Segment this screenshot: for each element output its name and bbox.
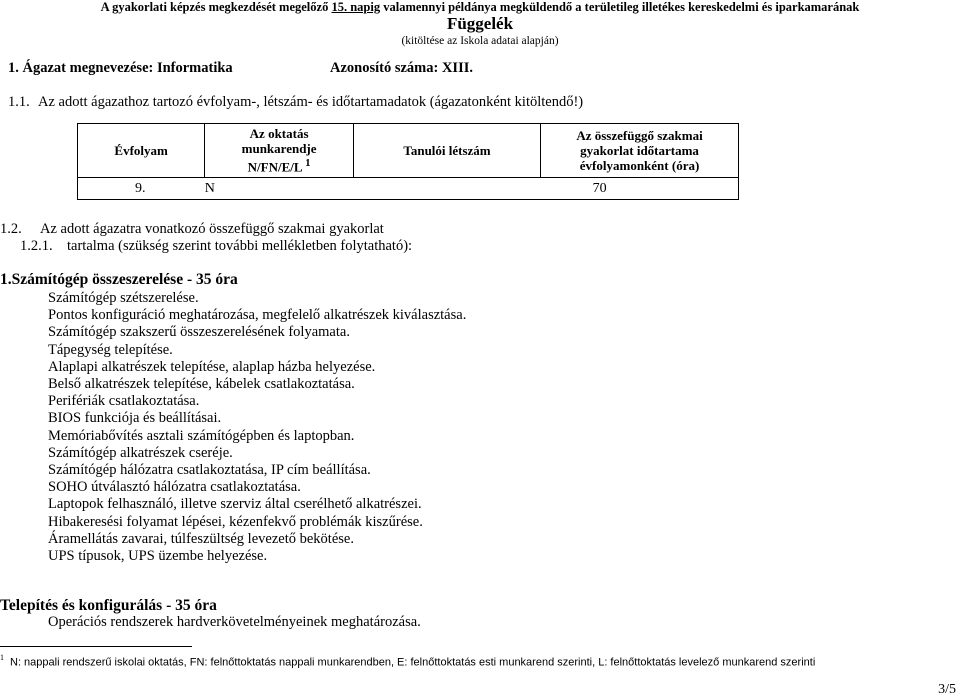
cell-ora: 70 <box>541 178 739 200</box>
item-1-2-text: Az adott ágazatra vonatkozó összefüggő szakmai gyakorlat <box>40 221 384 237</box>
grade-table <box>77 123 739 200</box>
page-subtitle: (kitöltése az Iskola adatai alapján) <box>401 35 559 47</box>
header-notice-post: valamennyi példánya megküldendő a területileg illetékes kereskedelmi és iparkamarának <box>380 0 860 14</box>
header-gyakorlat-line2: gyakorlat időtartama <box>580 143 699 158</box>
item-1-1-number: 1.1. <box>8 94 30 110</box>
item-1-2-1-text: tartalma (szükség szerint további mellékletben folytatható): <box>67 238 413 254</box>
item-1-2-1-number: 1.2.1. <box>20 238 53 254</box>
list-item: Pontos konfiguráció meghatározása, megfelelő alkatrészek kiválasztása. <box>48 307 467 324</box>
header-notice <box>0 0 960 15</box>
page-title: Függelék <box>446 14 514 33</box>
item-1-2-1 <box>20 238 413 255</box>
list-item: Perifériák csatlakoztatása. <box>48 393 200 410</box>
header-munkarend-line3: N/FN/E/L <box>247 159 302 175</box>
footnote-ref: 1 <box>305 157 311 170</box>
header-munkarend-line2: munkarendje <box>241 141 317 157</box>
item-1-1-text: Az adott ágazathoz tartozó évfolyam-, létszám- és időtartamadatok (ágazatonként kitöltendő!) <box>38 94 584 110</box>
topic-1-list <box>48 290 466 565</box>
list-item: Számítógép hálózatra csatlakoztatása, IP cím beállítása. <box>48 462 371 479</box>
footnote-text: N: nappali rendszerű iskolai oktatás, FN: felnőttoktatás nappali munkarendben, E: felnőttoktatás esti munkarend szerinti, L: felnőttoktatás levelező munkarend szerinti <box>10 656 816 669</box>
topic-2-title: Telepítés és konfigurálás - 35 óra <box>0 597 217 614</box>
cell-letszam <box>353 178 540 200</box>
header-letszam: Tanulói létszám <box>353 124 540 178</box>
list-item: BIOS funkciója és beállításai. <box>48 410 222 427</box>
sector-id: Azonosító száma: XIII. <box>330 60 473 76</box>
header-gyakorlat-line3: évfolyamonként (óra) <box>579 158 700 173</box>
cell-evfolyam: 9. <box>78 178 205 200</box>
header-notice-pre: A gyakorlati képzés megkezdését megelőző <box>100 0 332 14</box>
list-item: SOHO útválasztó hálózatra csatlakoztatása. <box>48 479 301 496</box>
list-item: Alaplapi alkatrészek telepítése, alaplap házba helyezése. <box>48 358 376 375</box>
list-item: Számítógép szétszerelése. <box>48 290 199 306</box>
header-munkarend-line1: Az oktatás <box>249 126 309 142</box>
list-item: Memóriabővítés asztali számítógépben és laptopban. <box>48 427 355 444</box>
list-item: Áramellátás zavarai, túlfeszültség levezető bekötése. <box>48 530 354 547</box>
header-gyakorlat-line1: Az összefüggő szakmai <box>576 128 703 143</box>
header-notice-deadline: 15. napig <box>331 0 381 14</box>
list-item: Tápegység telepítése. <box>48 341 173 358</box>
list-item: UPS típusok, UPS üzembe helyezése. <box>48 548 268 565</box>
list-item: Operációs rendszerek hardverkövetelményeinek meghatározása. <box>48 614 421 630</box>
list-item: Belső alkatrészek telepítése, kábelek csatlakoztatása. <box>48 376 355 393</box>
topic-1-title: 1.Számítógép összeszerelése - 35 óra <box>0 271 238 288</box>
page-number: 3/5 <box>938 682 956 697</box>
grade-table-header-row <box>78 124 739 178</box>
table-row <box>78 178 739 200</box>
header-gyakorlat <box>541 124 739 178</box>
header-evfolyam: Évfolyam <box>78 124 205 178</box>
footnote-divider <box>0 646 192 647</box>
cell-munkarend: N <box>205 178 354 200</box>
list-item: Laptopok felhasználó, illetve szerviz által cserélhető alkatrészei. <box>48 496 422 513</box>
list-item: Hibakeresési folyamat lépései, kézenfekvő problémák kiszűrése. <box>48 513 423 530</box>
footnote-mark: 1 <box>0 653 4 662</box>
list-item: Számítógép szakszerű összeszerelésének folyamata. <box>48 324 350 341</box>
header-munkarend <box>205 124 354 178</box>
list-item: Számítógép alkatrészek cseréje. <box>48 444 233 461</box>
footnote <box>0 654 815 669</box>
sector-name: 1. Ágazat megnevezése: Informatika <box>8 60 233 76</box>
item-1-2-number: 1.2. <box>0 221 22 237</box>
section-heading <box>8 60 473 77</box>
item-1-1 <box>8 94 584 111</box>
